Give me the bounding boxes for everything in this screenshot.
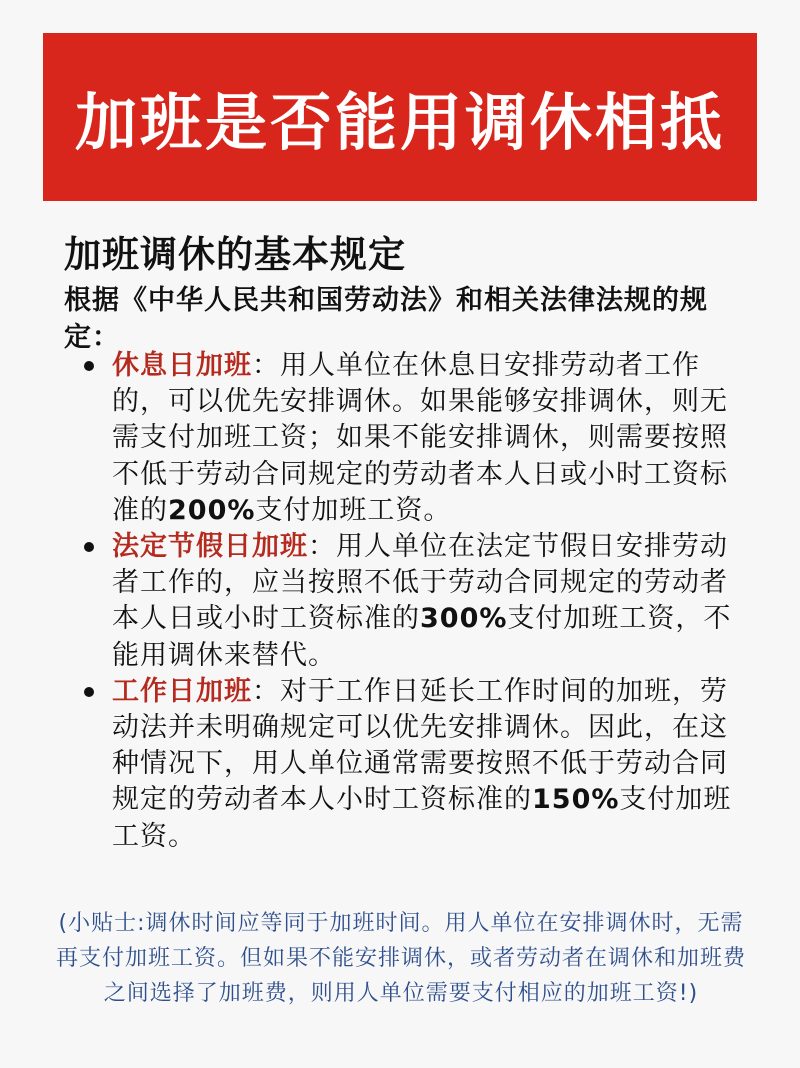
pay-rate: 200%	[168, 494, 256, 526]
rule-separator: ：	[252, 350, 280, 381]
rule-text: 用人单位在法定节假日安排劳动者工作的，应当按照不低于劳动合同规定的劳动者本人日或小时工资标准的	[112, 531, 728, 635]
rule-name: 工作日加班	[112, 675, 252, 707]
rule-text: 用人单位在休息日安排劳动者工作的，可以优先安排调休。如果能够安排调休，则无需支付加班工资；如果不能安排调休，则需要按照不低于劳动合同规定的劳动者本人日或小时工资标准的	[112, 350, 728, 526]
rules-list	[84, 348, 744, 855]
page-title: 加班是否能用调休相抵	[74, 85, 725, 159]
pay-rate: 150%	[532, 784, 620, 816]
bullet-dot	[84, 542, 94, 552]
intro-paragraph: 根据《中华人民共和国劳动法》和相关法律法规的规定：	[64, 285, 708, 353]
rule-text-end: 支付加班工资。	[255, 494, 452, 526]
rule-text-end: 支付加班工资。	[112, 784, 732, 852]
rule-separator: ：	[252, 675, 280, 707]
rule-rest-day	[84, 348, 744, 529]
rule-workday	[84, 674, 744, 855]
bullet-dot	[84, 361, 94, 371]
rule-text-end: 支付加班工资，不能用调休来替代。	[112, 603, 732, 671]
rule-name: 休息日加班	[112, 350, 252, 381]
pay-rate: 300%	[420, 603, 508, 635]
rule-name: 法定节假日加班	[112, 531, 308, 563]
section-heading: 加班调休的基本规定	[64, 233, 406, 276]
tip-note: (小贴士:调休时间应等同于加班时间。用人单位在安排调休时，无需再支付加班工资。但如果不能安排调休，或者劳动者在调休和加班费之间选择了加班费，则用人单位需要支付相应的加班工资!)	[56, 911, 747, 1006]
rule-separator: ：	[308, 531, 336, 563]
title-banner	[43, 33, 757, 201]
bullet-dot	[84, 687, 94, 697]
rule-text: 对于工作日延长工作时间的加班，劳动法并未明确规定可以优先安排调休。因此，在这种情况下，用人单位通常需要按照不低于劳动合同规定的劳动者本人小时工资标准的	[112, 675, 728, 816]
rule-holiday	[84, 529, 744, 674]
